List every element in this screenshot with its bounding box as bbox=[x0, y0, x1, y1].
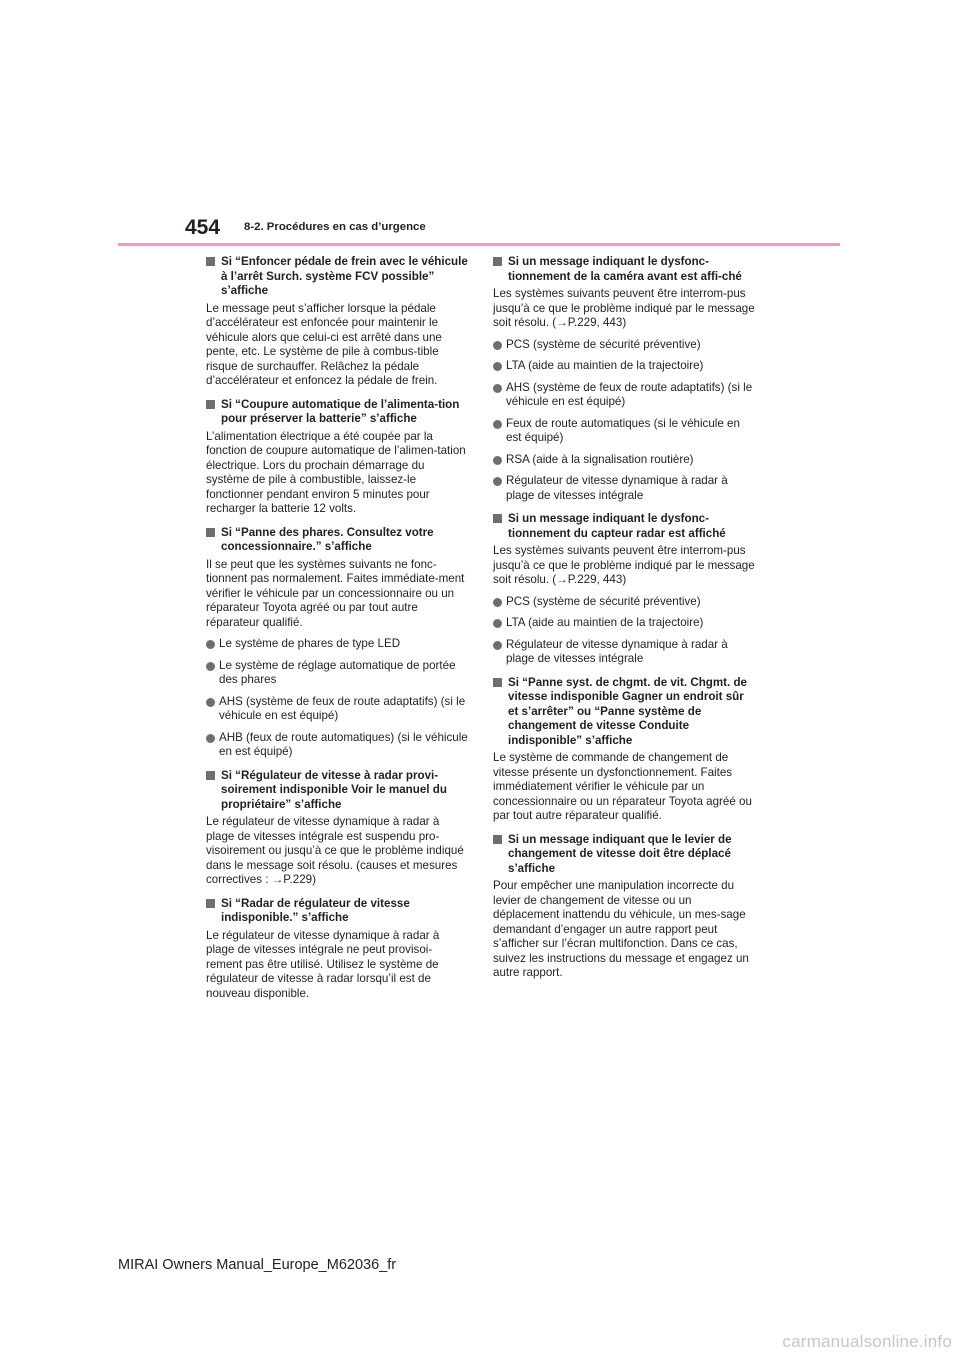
section-heading: Si “Régulateur de vitesse à radar provi-soirement indisponible Voir le manuel du propriétaire” s’affiche bbox=[206, 769, 468, 813]
circle-bullet-icon bbox=[493, 598, 502, 607]
paragraph: Il se peut que les systèmes suivants ne fonc-tionnent pas normalement. Faites immédiate-ment vérifier le véhicule par un concessionnaire ou un réparateur Toyota agréé ou par tout autre réparateur qualifié. bbox=[206, 557, 465, 629]
paragraph: Le régulateur de vitesse dynamique à radar à plage de vitesses intégrale ne peut provisoi-rement pas être utilisé. Utilisez le système de régulateur de vitesse à radar lorsqu’il est de nouveau disponible. bbox=[206, 928, 440, 1000]
square-bullet-icon bbox=[206, 899, 215, 908]
section-title: 8-2. Procédures en cas d’urgence bbox=[244, 221, 426, 233]
section-heading: Si “Panne syst. de chgmt. de vit. Chgmt. de vitesse indisponible Gagner un endroit sûr et s’arrêter” ou “Panne système de changement de vitesse Conduite indisponible” s’affiche bbox=[493, 676, 755, 749]
page-number: 454 bbox=[185, 216, 221, 239]
paragraph: Le régulateur de vitesse dynamique à radar à plage de vitesses intégrale est suspendu pro-visoirement ou jusqu’à ce que le problème indiqué dans le message soit résolu. (causes et mesures correctives : →P.229) bbox=[206, 815, 464, 886]
section-heading: Si un message indiquant le dysfonc-tionnement de la caméra avant est affi-ché bbox=[493, 255, 755, 284]
square-bullet-icon bbox=[206, 528, 215, 537]
circle-bullet-icon bbox=[493, 477, 502, 486]
circle-bullet-icon bbox=[493, 384, 502, 393]
circle-bullet-icon bbox=[206, 662, 215, 671]
section-heading: Si “Radar de régulateur de vitesse indisponible.” s’affiche bbox=[206, 897, 468, 926]
circle-bullet-icon bbox=[493, 456, 502, 465]
list-item: AHB (feux de route automatiques) (si le véhicule en est équipé) bbox=[206, 731, 468, 760]
list-item: Le système de phares de type LED bbox=[206, 637, 468, 652]
list-item: RSA (aide à la signalisation routière) bbox=[493, 453, 755, 468]
square-bullet-icon bbox=[206, 400, 215, 409]
circle-bullet-icon bbox=[493, 641, 502, 650]
paragraph: L’alimentation électrique a été coupée par la fonction de coupure automatique de l’alimen-tation électrique. Lors du prochain démarrage du système de pile à combustible, laissez-le fonctionner pendant environ 5 minutes pour recharger la batterie 12 volts. bbox=[206, 429, 466, 515]
list-item: PCS (système de sécurité préventive) bbox=[493, 338, 755, 353]
list-item: Le système de réglage automatique de portée des phares bbox=[206, 659, 468, 688]
list-item: LTA (aide au maintien de la trajectoire) bbox=[493, 616, 755, 631]
list-item: AHS (système de feux de route adaptatifs) (si le véhicule en est équipé) bbox=[206, 695, 468, 724]
paragraph: Le système de commande de changement de vitesse présente un dysfonctionnement. Faites immédiatement vérifier le véhicule par un concessionnaire ou un réparateur Toyota agréé ou par tout autre réparateur qualifié. bbox=[493, 751, 752, 822]
left-column bbox=[206, 255, 468, 1001]
list-item: Feux de route automatiques (si le véhicule en est équipé) bbox=[493, 417, 755, 446]
list-item: PCS (système de sécurité préventive) bbox=[493, 595, 755, 610]
section-heading: Si “Panne des phares. Consultez votre concessionnaire.” s’affiche bbox=[206, 526, 468, 555]
list-item: LTA (aide au maintien de la trajectoire) bbox=[493, 359, 755, 374]
list-item: AHS (système de feux de route adaptatifs) (si le véhicule en est équipé) bbox=[493, 381, 755, 410]
square-bullet-icon bbox=[493, 514, 502, 523]
square-bullet-icon bbox=[493, 678, 502, 687]
circle-bullet-icon bbox=[206, 640, 215, 649]
circle-bullet-icon bbox=[206, 734, 215, 743]
list-item: Régulateur de vitesse dynamique à radar à plage de vitesses intégrale bbox=[493, 474, 755, 503]
footer-text: MIRAI Owners Manual_Europe_M62036_fr bbox=[118, 1257, 397, 1273]
square-bullet-icon bbox=[493, 257, 502, 266]
paragraph: Les systèmes suivants peuvent être interrom-pus jusqu’à ce que le problème indiqué par le message soit résolu. (→P.229, 443) bbox=[493, 544, 755, 586]
square-bullet-icon bbox=[206, 771, 215, 780]
section-heading: Si un message indiquant le dysfonc-tionnement du capteur radar est affiché bbox=[493, 512, 755, 541]
circle-bullet-icon bbox=[493, 341, 502, 350]
square-bullet-icon bbox=[206, 257, 215, 266]
circle-bullet-icon bbox=[493, 362, 502, 371]
paragraph: Pour empêcher une manipulation incorrecte du levier de changement de vitesse ou un déplacement inattendu du véhicule, un mes-sage demandant d’engager un autre rapport peut s’afficher sur l’écran multifonction. Dans ce cas, suivez les instructions du message et engagez un autre rapport. bbox=[493, 879, 749, 979]
header-divider bbox=[118, 243, 840, 246]
right-column bbox=[493, 255, 755, 981]
section-heading: Si un message indiquant que le levier de changement de vitesse doit être déplacé s’affiche bbox=[493, 833, 755, 877]
list-item: Régulateur de vitesse dynamique à radar à plage de vitesses intégrale bbox=[493, 638, 755, 667]
circle-bullet-icon bbox=[493, 420, 502, 429]
paragraph: Les systèmes suivants peuvent être interrom-pus jusqu’à ce que le problème indiqué par le message soit résolu. (→P.229, 443) bbox=[493, 287, 755, 329]
watermark: carmanualsonline.info bbox=[782, 1332, 952, 1351]
circle-bullet-icon bbox=[493, 619, 502, 628]
section-heading: Si “Coupure automatique de l’alimenta-tion pour préserver la batterie” s’affiche bbox=[206, 398, 468, 427]
paragraph: Le message peut s’afficher lorsque la pédale d’accélérateur est enfoncée pour maintenir le véhicule alors que celui-ci est arrêté dans une pente, etc. Le système de pile à combus-tible risque de surchauffer. Relâchez la pédale d’accélérateur et enfoncez la pédale de frein. bbox=[206, 301, 442, 387]
square-bullet-icon bbox=[493, 835, 502, 844]
circle-bullet-icon bbox=[206, 698, 215, 707]
section-heading: Si “Enfoncer pédale de frein avec le véhicule à l’arrêt Surch. système FCV possible” s’affiche bbox=[206, 255, 468, 299]
